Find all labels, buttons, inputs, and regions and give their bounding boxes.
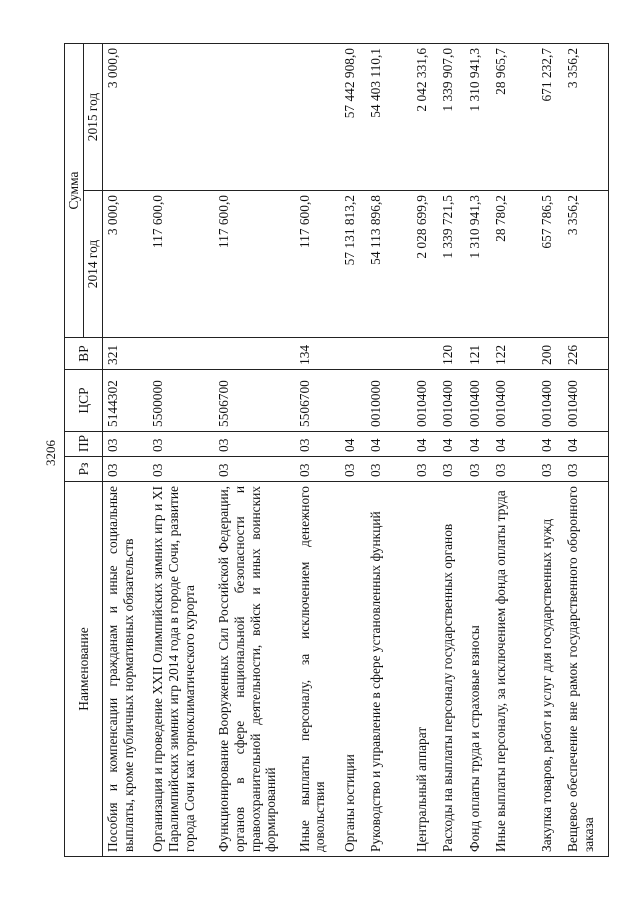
cell-vr: 122 <box>491 338 537 370</box>
cell-sum-2015: 54 403 110,1 <box>366 43 412 190</box>
header-row <box>65 43 84 856</box>
table-row <box>438 43 464 856</box>
cell-csr: 0010400 <box>491 370 537 432</box>
col-header-vr: ВР <box>65 338 103 370</box>
cell-name: Иные выплаты персоналу, за исключением денежного довольствия <box>295 482 341 857</box>
table-row <box>491 43 537 856</box>
cell-rz: 03 <box>295 457 341 482</box>
cell-vr <box>340 338 366 370</box>
col-header-2015: 2015 год <box>84 43 103 190</box>
cell-csr: 0010000 <box>366 370 412 432</box>
cell-pr: 04 <box>340 432 366 457</box>
cell-pr: 04 <box>491 432 537 457</box>
cell-sum-2014: 117 600,0 <box>148 191 214 338</box>
cell-csr: 0010400 <box>412 370 438 432</box>
cell-vr: 200 <box>537 338 563 370</box>
cell-vr: 226 <box>563 338 609 370</box>
cell-csr: 0010400 <box>465 370 491 432</box>
table-row <box>465 43 491 856</box>
cell-name: Закупка товаров, работ и услуг для государственных нужд <box>537 482 563 857</box>
cell-vr: 120 <box>438 338 464 370</box>
cell-pr: 04 <box>465 432 491 457</box>
table-row <box>148 43 214 856</box>
cell-rz: 03 <box>340 457 366 482</box>
cell-sum-2014: 1 339 721,5 <box>438 191 464 338</box>
table-row <box>537 43 563 856</box>
budget-table <box>64 43 609 857</box>
cell-rz: 03 <box>537 457 563 482</box>
cell-vr: 134 <box>295 338 341 370</box>
cell-sum-2015: 1 310 941,3 <box>465 43 491 190</box>
table-row <box>366 43 412 856</box>
cell-pr: 04 <box>563 432 609 457</box>
cell-pr: 03 <box>103 432 149 457</box>
cell-csr: 5500000 <box>148 370 214 432</box>
table-row <box>214 43 295 856</box>
cell-pr: 03 <box>214 432 295 457</box>
cell-name: Пособия и компенсации гражданам и иные социальные выплаты, кроме публичных нормативных обязательств <box>103 482 149 857</box>
cell-sum-2015 <box>214 43 295 190</box>
cell-name: Органы юстиции <box>340 482 366 857</box>
cell-vr <box>366 338 412 370</box>
table-row <box>340 43 366 856</box>
page-number-text: 3206 <box>43 440 58 466</box>
cell-rz: 03 <box>148 457 214 482</box>
cell-csr: 5506700 <box>295 370 341 432</box>
cell-sum-2015: 1 339 907,0 <box>438 43 464 190</box>
col-header-rz: Рз <box>65 457 103 482</box>
rotated-budget-table-container <box>64 44 609 857</box>
cell-sum-2014: 657 786,5 <box>537 191 563 338</box>
cell-name: Организация и проведение XXII Олимпийских зимних игр и XI Паралимпийских зимних игр 2014 года в городе Сочи, развитие города Сочи как горноклиматического курорта <box>148 482 214 857</box>
cell-csr: 5506700 <box>214 370 295 432</box>
cell-name: Руководство и управление в сфере установленных функций <box>366 482 412 857</box>
cell-rz: 03 <box>563 457 609 482</box>
col-header-name: Наименование <box>65 482 103 857</box>
cell-pr: 04 <box>412 432 438 457</box>
cell-sum-2015: 57 442 908,0 <box>340 43 366 190</box>
cell-sum-2014: 28 780,2 <box>491 191 537 338</box>
cell-rz: 03 <box>103 457 149 482</box>
cell-rz: 03 <box>214 457 295 482</box>
cell-rz: 03 <box>366 457 412 482</box>
cell-sum-2014: 54 113 896,8 <box>366 191 412 338</box>
cell-vr: 321 <box>103 338 149 370</box>
table-row <box>103 43 149 856</box>
page-number <box>40 438 62 468</box>
cell-pr: 04 <box>366 432 412 457</box>
cell-vr: 121 <box>465 338 491 370</box>
cell-sum-2015: 3 000,0 <box>103 43 149 190</box>
cell-sum-2015 <box>295 43 341 190</box>
col-header-csr: ЦСР <box>65 370 103 432</box>
cell-vr <box>148 338 214 370</box>
cell-pr: 03 <box>148 432 214 457</box>
cell-rz: 03 <box>465 457 491 482</box>
cell-csr <box>340 370 366 432</box>
table-row <box>563 43 609 856</box>
cell-csr: 0010400 <box>563 370 609 432</box>
cell-rz: 03 <box>491 457 537 482</box>
cell-sum-2014: 117 600,0 <box>295 191 341 338</box>
cell-sum-2015 <box>148 43 214 190</box>
col-header-2014: 2014 год <box>84 191 103 338</box>
cell-sum-2014: 117 600,0 <box>214 191 295 338</box>
cell-name: Иные выплаты персоналу, за исключением фонда оплаты труда <box>491 482 537 857</box>
cell-sum-2014: 1 310 941,3 <box>465 191 491 338</box>
cell-csr: 0010400 <box>537 370 563 432</box>
cell-sum-2014: 3 000,0 <box>103 191 149 338</box>
col-header-pr: ПР <box>65 432 103 457</box>
cell-name: Функционирование Вооруженных Сил Российской Федерации, органов в сфере национальной безопасности и правоохранительной деятельности, войск и иных воинских формирований <box>214 482 295 857</box>
cell-sum-2015: 28 965,7 <box>491 43 537 190</box>
cell-sum-2014: 3 356,2 <box>563 191 609 338</box>
cell-sum-2015: 2 042 331,6 <box>412 43 438 190</box>
cell-vr <box>214 338 295 370</box>
cell-name: Вещевое обеспечение вне рамок государственного оборонного заказа <box>563 482 609 857</box>
cell-csr: 5144302 <box>103 370 149 432</box>
cell-rz: 03 <box>412 457 438 482</box>
cell-sum-2014: 57 131 813,2 <box>340 191 366 338</box>
cell-sum-2015: 671 232,7 <box>537 43 563 190</box>
cell-pr: 03 <box>295 432 341 457</box>
cell-name: Центральный аппарат <box>412 482 438 857</box>
table-body <box>103 43 609 856</box>
cell-name: Расходы на выплаты персоналу государственных органов <box>438 482 464 857</box>
cell-sum-2015: 3 356,2 <box>563 43 609 190</box>
cell-name: Фонд оплаты труда и страховые взносы <box>465 482 491 857</box>
cell-rz: 03 <box>438 457 464 482</box>
cell-csr: 0010400 <box>438 370 464 432</box>
cell-vr <box>412 338 438 370</box>
table-row <box>412 43 438 856</box>
cell-pr: 04 <box>438 432 464 457</box>
table-row <box>295 43 341 856</box>
cell-sum-2014: 2 028 699,9 <box>412 191 438 338</box>
cell-pr: 04 <box>537 432 563 457</box>
col-header-sum: Сумма <box>65 43 84 337</box>
